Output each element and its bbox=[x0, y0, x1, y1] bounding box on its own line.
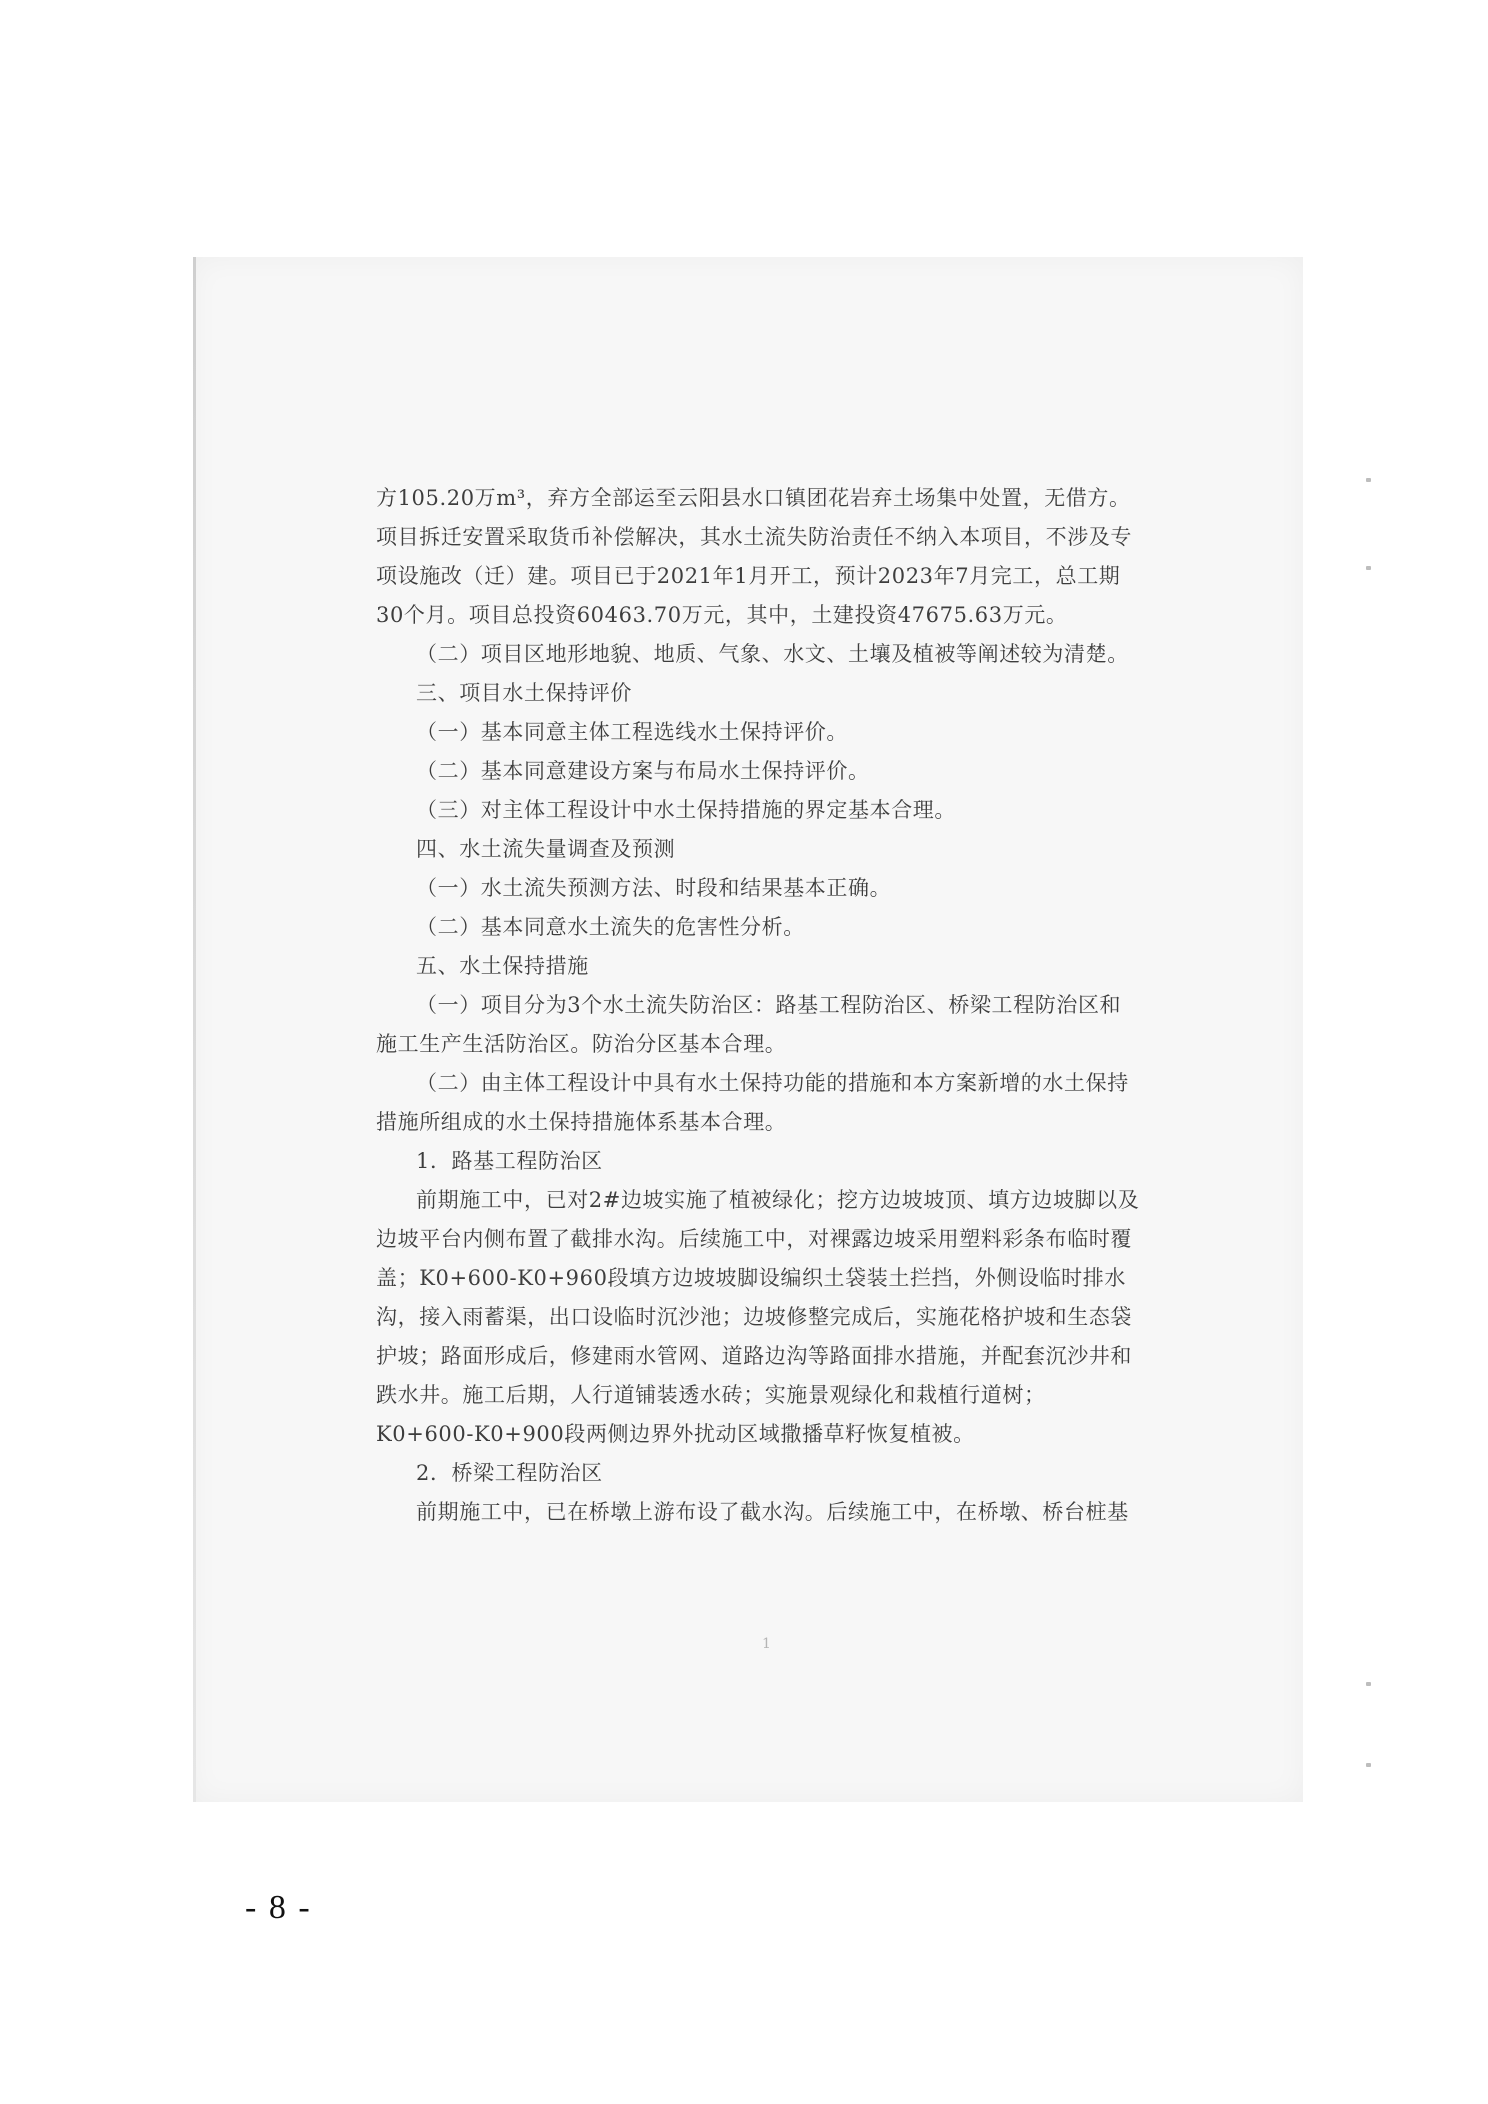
section-heading: 三、项目水土保持评价 bbox=[416, 681, 632, 705]
text-line: （二）基本同意建设方案与布局水土保持评价。 bbox=[416, 759, 870, 783]
text-line: K0+600-K0+900段两侧边界外扰动区域撒播草籽恢复植被。 bbox=[376, 1422, 975, 1446]
subsection-heading: 1．路基工程防治区 bbox=[416, 1149, 603, 1173]
text-line: 前期施工中，已在桥墩上游布设了截水沟。后续施工中，在桥墩、桥台桩基 bbox=[416, 1500, 1129, 1524]
text-line: 项目拆迁安置采取货币补偿解决，其水土流失防治责任不纳入本项目，不涉及专 bbox=[376, 525, 1132, 549]
text-line: （一）基本同意主体工程选线水土保持评价。 bbox=[416, 720, 848, 744]
text-line: 前期施工中，已对2#边坡实施了植被绿化；挖方边坡坡顶、填方边坡脚以及 bbox=[416, 1188, 1140, 1212]
scan-speck bbox=[1366, 1682, 1371, 1686]
text-line: （一）项目分为3个水土流失防治区：路基工程防治区、桥梁工程防治区和 bbox=[416, 993, 1122, 1017]
section-heading: 五、水土保持措施 bbox=[416, 954, 589, 978]
text-line: 施工生产生活防治区。防治分区基本合理。 bbox=[376, 1032, 787, 1056]
scan-speck bbox=[1366, 1763, 1371, 1767]
text-line: （二）由主体工程设计中具有水土保持功能的措施和本方案新增的水土保持 bbox=[416, 1071, 1129, 1095]
text-line: 盖；K0+600-K0+960段填方边坡坡脚设编织土袋装土拦挡，外侧设临时排水 bbox=[376, 1266, 1126, 1290]
scan-speck bbox=[1366, 478, 1371, 482]
document-body bbox=[376, 479, 1140, 1532]
text-line: 沟，接入雨蓄渠，出口设临时沉沙池；边坡修整完成后，实施花格护坡和生态袋 bbox=[376, 1305, 1132, 1329]
scan-speck bbox=[1366, 566, 1371, 570]
section-heading: 四、水土流失量调查及预测 bbox=[416, 837, 676, 861]
text-line: 措施所组成的水土保持措施体系基本合理。 bbox=[376, 1110, 787, 1134]
scan-edge bbox=[193, 257, 196, 1802]
text-line: 护坡；路面形成后，修建雨水管网、道路边沟等路面排水措施，并配套沉沙井和 bbox=[376, 1344, 1132, 1368]
text-line: （二）项目区地形地貌、地质、气象、水文、土壤及植被等阐述较为清楚。 bbox=[416, 642, 1129, 666]
text-line: 项设施改（迁）建。项目已于2021年1月开工，预计2023年7月完工，总工期 bbox=[376, 564, 1121, 588]
text-line: 边坡平台内侧布置了截排水沟。后续施工中，对裸露边坡采用塑料彩条布临时覆 bbox=[376, 1227, 1132, 1251]
scan-page-number: 1 bbox=[762, 1636, 771, 1652]
subsection-heading: 2．桥梁工程防治区 bbox=[416, 1461, 603, 1485]
text-line: （一）水土流失预测方法、时段和结果基本正确。 bbox=[416, 876, 892, 900]
text-line: （二）基本同意水土流失的危害性分析。 bbox=[416, 915, 805, 939]
text-line: （三）对主体工程设计中水土保持措施的界定基本合理。 bbox=[416, 798, 956, 822]
text-line: 方105.20万m³，弃方全部运至云阳县水口镇团花岩弃土场集中处置，无借方。 bbox=[376, 486, 1131, 510]
text-line: 30个月。项目总投资60463.70万元，其中，土建投资47675.63万元。 bbox=[376, 603, 1068, 627]
page-number: - 8 - bbox=[245, 1889, 312, 1926]
text-line: 跌水井。施工后期，人行道铺装透水砖；实施景观绿化和栽植行道树； bbox=[376, 1383, 1046, 1407]
